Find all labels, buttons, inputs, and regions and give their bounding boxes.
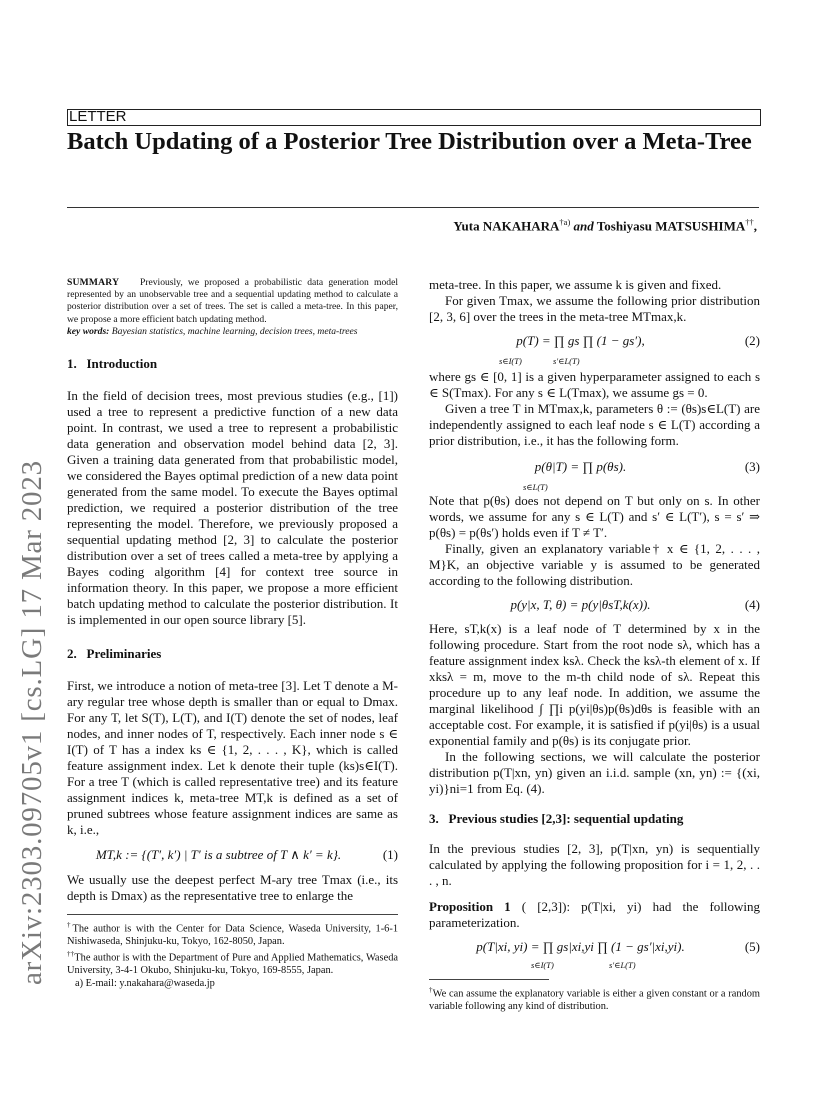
footnote-text: The author is with the Center for Data Science, Waseda University, 1-6-1 Nishiwaseda, Shinjuku-ku, Tokyo, 162-8050, Japan.	[67, 923, 399, 947]
equation-2-body: p(T) = ∏ gs ∏ (1 − gs′),	[516, 333, 645, 348]
right-paragraph-7: Here, sT,k(x) is a leaf node of T determined by x in the following procedure. Start from the root node sλ, which has a feature assignment index ksλ. Check the ksλ-th element of x. If xksλ = m, move to the m-th child node of sλ. Repeat this procedure up to any leaf node. In addition, we assume the marginal likelihood ∫ ∏i p(yi|θs)p(θs)dθs is feasible with an acceptable cost. For example, it is satisfied if p(yi|θs) is a usual exponential family and p(θs) is its conjugate prior.	[429, 621, 760, 748]
summary-text: Previously, we proposed a probabilistic data generation model represented by an unobservable tree and a sequential updating method to calculate a posterior distribution over a set of trees. The set is called a meta-tree. In this paper, we propose a more efficient batch updating method.	[67, 277, 398, 325]
equation-2-sub-2: s′∈L(T)	[553, 356, 580, 366]
equation-4-number: (4)	[744, 597, 760, 612]
right-paragraph-4: Given a tree T in MTmax,k, parameters θ := (θs)s∈L(T) are independently assigned to each leaf node s ∈ L(T) according a prior distribution, i.e., it has the following form.	[429, 401, 760, 448]
author-line	[453, 213, 757, 235]
right-paragraph-2: For given Tmax, we assume the following prior distribution [2, 3, 6] over the trees in the meta-tree MTmax,k.	[429, 293, 760, 324]
equation-5-number: (5)	[744, 939, 760, 954]
equation-5-sub-2: s′∈L(T)	[609, 960, 636, 970]
author-conjunction: and	[573, 218, 594, 234]
footnote-affiliation-2	[67, 948, 398, 977]
left-column	[67, 277, 398, 990]
equation-5	[429, 931, 760, 973]
title-rule	[67, 207, 759, 208]
proposition-1	[429, 899, 760, 931]
section-2-heading	[67, 646, 398, 662]
section-2-number: 2.	[67, 646, 77, 662]
footnote-text: We can assume the explanatory variable is either a given constant or a random variable following any kind of distribution.	[429, 988, 761, 1012]
equation-4-body: p(y|x, T, θ) = p(y|θsT,k(x)).	[510, 597, 651, 612]
equation-3	[429, 449, 760, 493]
preliminaries-paragraph: First, we introduce a notion of meta-tree [3]. Let T denote a M-ary regular tree whose depth is smaller than or equal to Dmax. For any T, let S(T), L(T), and I(T) denote the set of nodes, leaf nodes, and inner nodes of T, respectively. Each inner node s ∈ I(T) of T has a index ks ∈ {1, 2, . . . , K}, which is called feature assignment index. Let k denote their tuple (ks)s∈I(T). For a tree T (which is called representative tree) and its feature assignment indices k, meta-tree MT,k is defined as a set of pruned subtrees whose feature assignment indices are same as k, i.e.,	[67, 678, 398, 838]
paper-title: Batch Updating of a Posterior Tree Distribution over a Meta-Tree	[67, 128, 752, 155]
section-3-heading	[429, 811, 760, 827]
equation-2	[429, 325, 760, 369]
right-paragraph-6: Finally, given an explanatory variable† x ∈ {1, 2, . . . , M}K, an objective variable y is assumed to be generated according to the following distribution.	[429, 541, 760, 588]
footnote-mark: †	[429, 986, 433, 994]
footnote-affiliation-1	[67, 919, 398, 948]
footnote-text: The author is with the Department of Pure and Applied Mathematics, Waseda University, 3-4-1 Okubo, Shinjuku-ku, Tokyo, 169-8555, Japan.	[67, 952, 399, 977]
proposition-text: ( [2,3]): p(T|xi, yi) had the following parameterization.	[429, 899, 760, 930]
right-paragraph-8: In the following sections, we will calculate the posterior distribution p(T|xn, yn) given an i.i.d. sample (xn, yn) := {(xi, yi)}ni=1 from Eq. (4).	[429, 749, 760, 796]
preliminaries-paragraph-2: We usually use the deepest perfect M-ary tree Tmax (i.e., its depth is Dmax) as the representative tree to enlarge the	[67, 872, 398, 904]
summary-block	[67, 277, 398, 326]
right-paragraph-5: Note that p(θs) does not depend on T but only on s. In other words, we assume for any s ∈ L(T) and s′ ∈ L(T′), s = s′ ⇒ p(θs) = p(θs′) holds even if T ≠ T′.	[429, 493, 760, 540]
footnote-mark: †	[67, 921, 73, 930]
author-2: Toshiyasu MATSUSHIMA	[596, 218, 746, 234]
summary-label: SUMMARY	[67, 277, 120, 288]
equation-1-body: MT,k := {(T′, k′) | T′ is a subtree of T ∧ k′ = k}.	[95, 847, 342, 863]
equation-5-body: p(T|xi, yi) = ∏ gs|xi,yi ∏ (1 − gs′|xi,yi).	[476, 939, 685, 954]
section-3-paragraph: In the previous studies [2, 3], p(T|xn, yn) is sequentially calculated by applying the following proposition for i = 1, 2, . . . , n.	[429, 841, 760, 888]
equation-1-number: (1)	[382, 847, 398, 863]
equation-1	[67, 838, 398, 872]
author-2-mark: ††	[745, 217, 754, 227]
equation-2-sub-1: s∈I(T)	[499, 356, 522, 366]
keywords-block	[67, 326, 398, 338]
author-1: Yuta NAKAHARA	[453, 218, 560, 234]
letter-box	[67, 109, 761, 126]
footnote-explanatory-variable	[429, 984, 760, 1013]
equation-3-body: p(θ|T) = ∏ p(θs).	[534, 459, 627, 474]
author-end: ,	[753, 218, 757, 234]
right-column	[429, 277, 760, 1013]
intro-paragraph: In the field of decision trees, most previous studies (e.g., [1]) used a tree to represent a predictive function of a new data point. In contrast, we used a tree to represent a probabilistic data generation and observation model behind data [2, 3]. Given a training data generated from that probabilistic model, we considered the Bayes optimal prediction of a new data point generated from the same model. To execute the Bayes optimal prediction, we required a posterior distribution of the tree representing the model. Therefore, we previously proposed a sequential updating method [2, 3] to calculate the posterior distribution over a set of trees called a meta-tree by applying a Bayes coding algorithm [4] for context tree source in information theory. In this paper, we propose a more efficient batch updating method to calculate the posterior distribution. It is implemented in our open source library [5].	[67, 388, 398, 628]
keywords-label: key words:	[67, 325, 110, 337]
footnote-email: a) E-mail: y.nakahara@waseda.jp	[75, 977, 215, 989]
section-2-title: Preliminaries	[86, 646, 162, 662]
footnote-mark: ††	[67, 950, 75, 959]
arxiv-watermark: arXiv:2303.09705v1 [cs.LG] 17 Mar 2023	[16, 460, 48, 985]
section-1-heading	[67, 356, 398, 372]
section-1-number: 1.	[67, 356, 77, 372]
keywords-text: Bayesian statistics, machine learning, decision trees, meta-trees	[111, 325, 358, 337]
equation-5-sub-1: s∈I(T)	[531, 960, 554, 970]
article-type-label: LETTER	[69, 108, 127, 125]
author-1-mark: †a)	[559, 217, 571, 227]
equation-3-sub: s∈L(T)	[523, 482, 548, 492]
equation-3-number: (3)	[744, 459, 760, 474]
section-3-number: 3.	[429, 811, 439, 826]
equation-4	[429, 589, 760, 621]
section-3-title: Previous studies [2,3]: sequential updating	[448, 811, 684, 826]
right-paragraph-3: where gs ∈ [0, 1] is a given hyperparameter assigned to each s ∈ S(Tmax). For any s ∈ L(Tmax), we assume gs = 0.	[429, 369, 760, 400]
right-paragraph-1: meta-tree. In this paper, we assume k is given and fixed.	[429, 277, 722, 292]
section-1-title: Introduction	[86, 356, 158, 372]
proposition-label: Proposition 1	[429, 899, 511, 914]
equation-2-number: (2)	[744, 333, 760, 348]
